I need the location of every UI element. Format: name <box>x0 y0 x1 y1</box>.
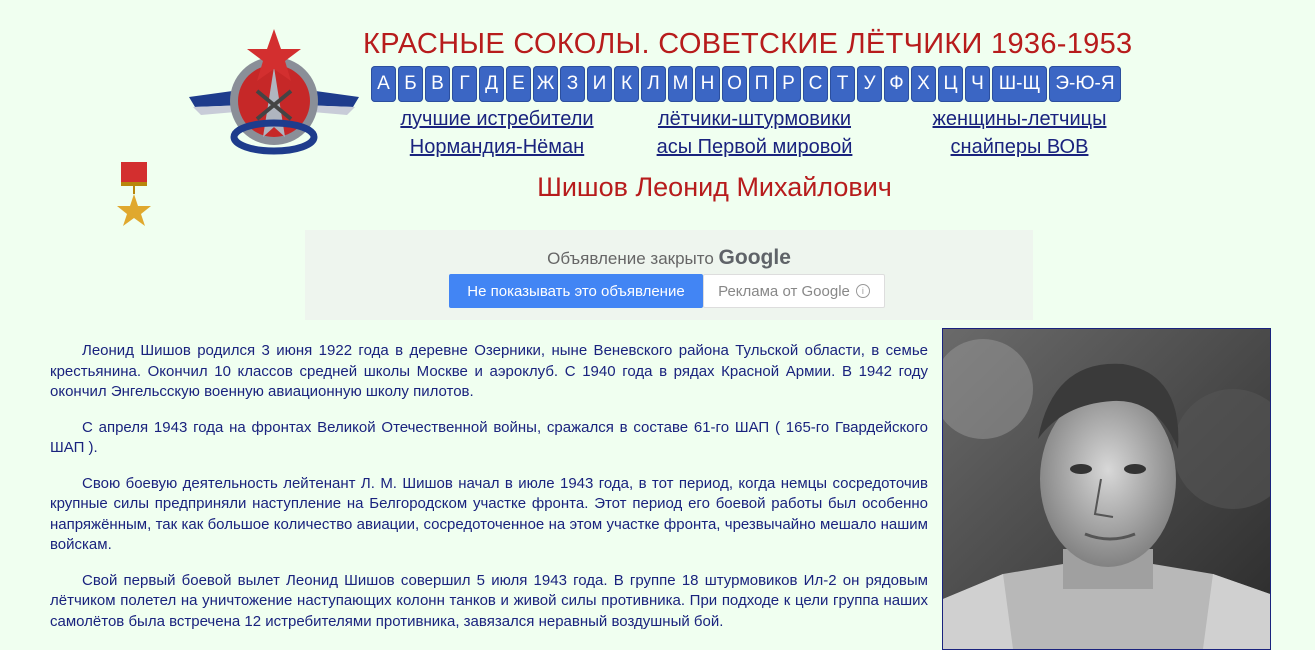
bio-paragraph: С апреля 1943 года на фронтах Великой Отечественной войны, сражался в составе 61-го ШАП ( 165-го Гвардейского ШАП ). <box>50 418 928 456</box>
letter-button[interactable]: С <box>803 66 828 102</box>
link-ww1-aces[interactable]: асы Первой мировой <box>656 136 853 158</box>
ad-closed-banner <box>305 230 1033 320</box>
page-title: Шишов Леонид Михайлович <box>537 172 892 202</box>
link-attack-pilots[interactable]: лётчики-штурмовики <box>657 108 852 130</box>
letter-button[interactable]: Ф <box>884 66 909 102</box>
site-title: КРАСНЫЕ СОКОЛЫ. СОВЕТСКИЕ ЛЁТЧИКИ 1936-1953 <box>363 28 1133 60</box>
letter-button[interactable]: Г <box>452 66 477 102</box>
letter-button[interactable]: З <box>560 66 585 102</box>
ad-closed-label: Объявление закрыто <box>547 249 714 268</box>
category-links <box>372 108 1152 158</box>
bio-paragraph: Свою боевую деятельность лейтенант Л. М. Шишов начал в июле 1943 года, в тот период, когда немцы сосредоточив крупные силы предприняли наступление на Белгородском участке фронта. Этот период его боевой работы был особенно напряжённым, так как большое количество авиации, сосредоточенное на этом участке фронта, чрезвычайно мешало нашим войскам. <box>50 474 928 553</box>
letter-button[interactable]: Ш-Щ <box>992 66 1047 102</box>
ads-by-google-button[interactable] <box>703 274 885 308</box>
letter-button[interactable]: К <box>614 66 639 102</box>
google-logo: Google <box>718 246 791 269</box>
alphabet-index <box>371 66 1123 102</box>
letter-button[interactable]: Е <box>506 66 531 102</box>
letter-button[interactable]: В <box>425 66 450 102</box>
hero-star-medal-icon <box>116 160 152 228</box>
letter-button[interactable]: Н <box>695 66 720 102</box>
letter-button[interactable]: А <box>371 66 396 102</box>
letter-button[interactable]: М <box>668 66 693 102</box>
ad-closed-text <box>305 246 1033 270</box>
letter-button[interactable]: Т <box>830 66 855 102</box>
link-women-pilots[interactable]: женщины-летчицы <box>932 108 1107 130</box>
pilot-portrait-photo <box>942 328 1271 650</box>
letter-button[interactable]: Э-Ю-Я <box>1049 66 1121 102</box>
letter-button[interactable]: Х <box>911 66 936 102</box>
letter-button[interactable]: О <box>722 66 747 102</box>
bio-paragraph: Леонид Шишов родился 3 июня 1922 года в деревне Озерники, ныне Веневского района Тульской области, в семье крестьянина. Окончил 10 классов средней школы Москве и аэроклуб. С 1940 года в рядах Красной Армии. В 1942 году окончил Энгельсскую военную авиационную школу пилотов. <box>50 342 928 400</box>
letter-button[interactable]: Р <box>776 66 801 102</box>
info-icon: i <box>856 284 870 298</box>
letter-button[interactable]: Ц <box>938 66 963 102</box>
letter-button[interactable]: И <box>587 66 612 102</box>
letter-button[interactable]: Ч <box>965 66 990 102</box>
vvs-emblem-logo <box>187 27 361 157</box>
link-best-fighters[interactable]: лучшие истребители <box>400 108 594 130</box>
bio-paragraph: Свой первый боевой вылет Леонид Шишов совершил 5 июля 1943 года. В группе 18 штурмовиков Ил-2 он рядовым лётчиком полетел на уничтожение наступающих колонн танков и живой силы противника. При подходе к цели группа наших самолётов была встречена 12 истребителями противника, завязался неравный воздушный бой. <box>50 571 928 630</box>
letter-button[interactable]: Б <box>398 66 423 102</box>
letter-button[interactable]: У <box>857 66 882 102</box>
letter-button[interactable]: Л <box>641 66 666 102</box>
hide-ad-button[interactable]: Не показывать это объявление <box>449 274 703 308</box>
link-ww2-snipers[interactable]: снайперы ВОВ <box>950 136 1089 158</box>
ads-by-label: Реклама от Google <box>718 282 850 300</box>
biography-text <box>50 341 928 647</box>
letter-button[interactable]: П <box>749 66 774 102</box>
letter-button[interactable]: Ж <box>533 66 558 102</box>
link-normandie-niemen[interactable]: Нормандия-Нёман <box>409 136 585 158</box>
letter-button[interactable]: Д <box>479 66 504 102</box>
